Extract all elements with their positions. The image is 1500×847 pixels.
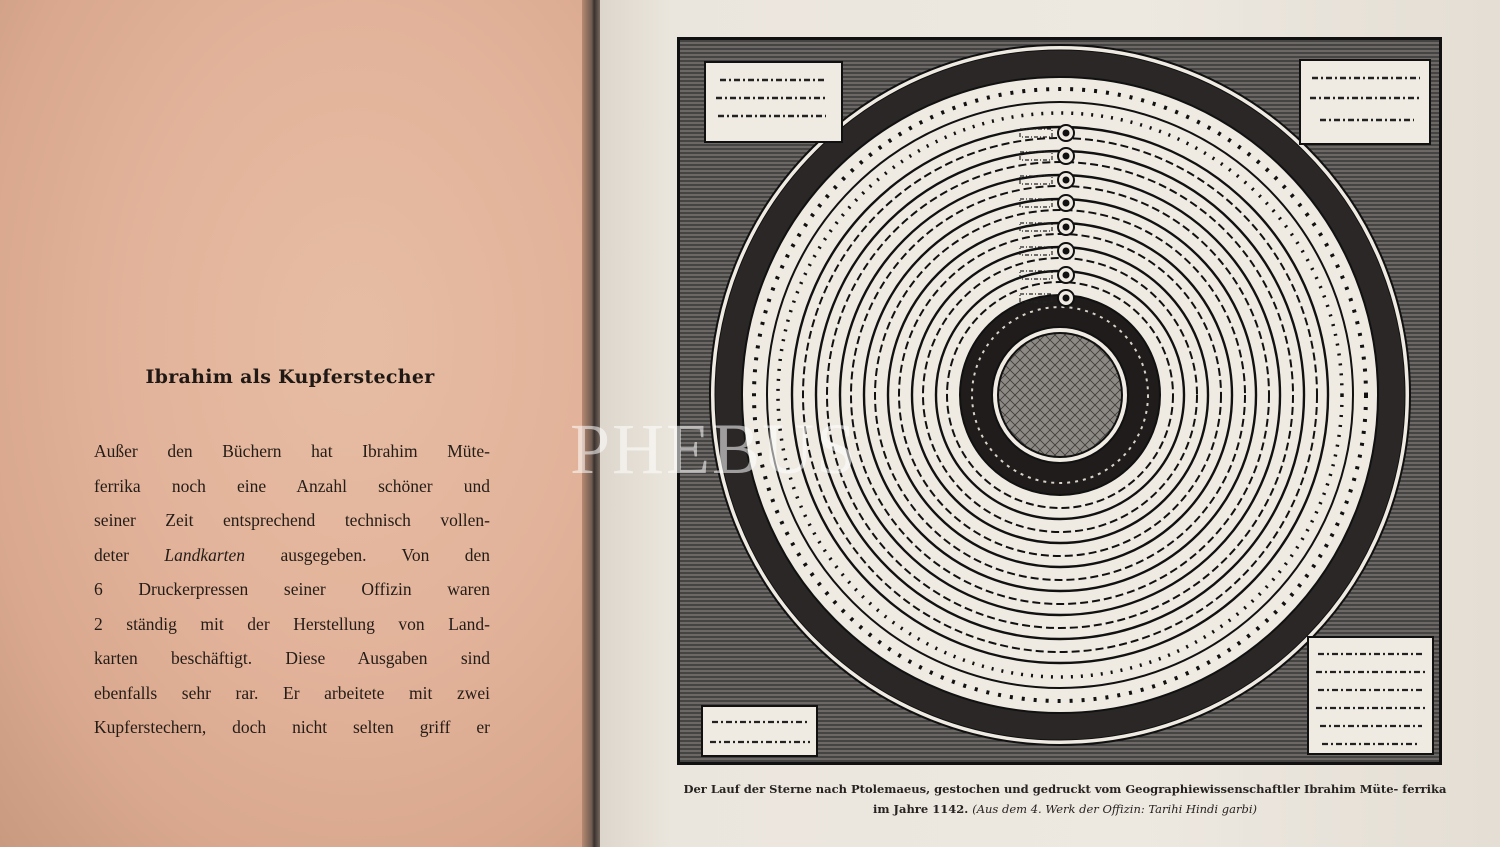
cartouche-top-left — [705, 62, 842, 142]
figure-caption — [676, 779, 1454, 819]
planet-symbol-8 — [1063, 295, 1070, 302]
celestial-spheres — [710, 45, 1410, 745]
text-line: 6 Druckerpressen seiner Offizin waren — [94, 579, 490, 599]
planet-symbol-4 — [1063, 200, 1070, 207]
text-line: ferrika noch eine Anzahl schöner und — [94, 475, 490, 496]
text-line: Außer den Büchern hat Ibrahim Müte- — [94, 441, 490, 461]
cartouche-bottom-right — [1308, 637, 1433, 754]
text-fragment: ausgegeben. Von den — [280, 544, 491, 565]
planet-symbol-7 — [1063, 272, 1070, 279]
page-heading: Ibrahim als Kupferstecher — [145, 366, 435, 388]
text-line — [94, 538, 490, 573]
text-fragment: deter — [94, 544, 129, 565]
emphasis-landkarten: Landkarten — [164, 544, 246, 565]
cartouche-top-right — [1300, 60, 1430, 144]
body-text — [94, 434, 490, 745]
cartouche-bottom-left — [702, 706, 817, 756]
planet-symbol-1 — [1063, 130, 1070, 137]
text-line: ebenfalls sehr rar. Er arbeitete mit zwei — [94, 682, 490, 703]
text-line: karten beschäftigt. Diese Ausgaben sind — [94, 648, 490, 668]
caption-source: (Aus dem 4. Werk der Offizin: Tarihi Hindi garbi) — [972, 802, 1257, 816]
left-page — [0, 0, 592, 847]
text-line: seiner Zeit entsprechend technisch vollen- — [94, 510, 490, 530]
ptolemaic-cosmos-engraving — [677, 37, 1442, 765]
planet-symbol-2 — [1063, 153, 1070, 160]
earth-globe — [998, 333, 1122, 457]
watermark: PHEBUS — [570, 409, 859, 489]
planet-symbol-3 — [1063, 177, 1070, 184]
caption-text: Der Lauf der Sterne nach Ptolemaeus, gestochen und gedruckt vom Geographiewissenschaftler Ibrahim Müte- ferrika im Jahre 1142. — [683, 782, 1447, 816]
planet-symbol-6 — [1063, 248, 1070, 255]
text-line: 2 ständig mit der Herstellung von Land- — [94, 613, 490, 634]
planet-symbol-5 — [1063, 224, 1070, 231]
text-line: Kupferstechern, doch nicht selten griff er — [94, 717, 490, 737]
